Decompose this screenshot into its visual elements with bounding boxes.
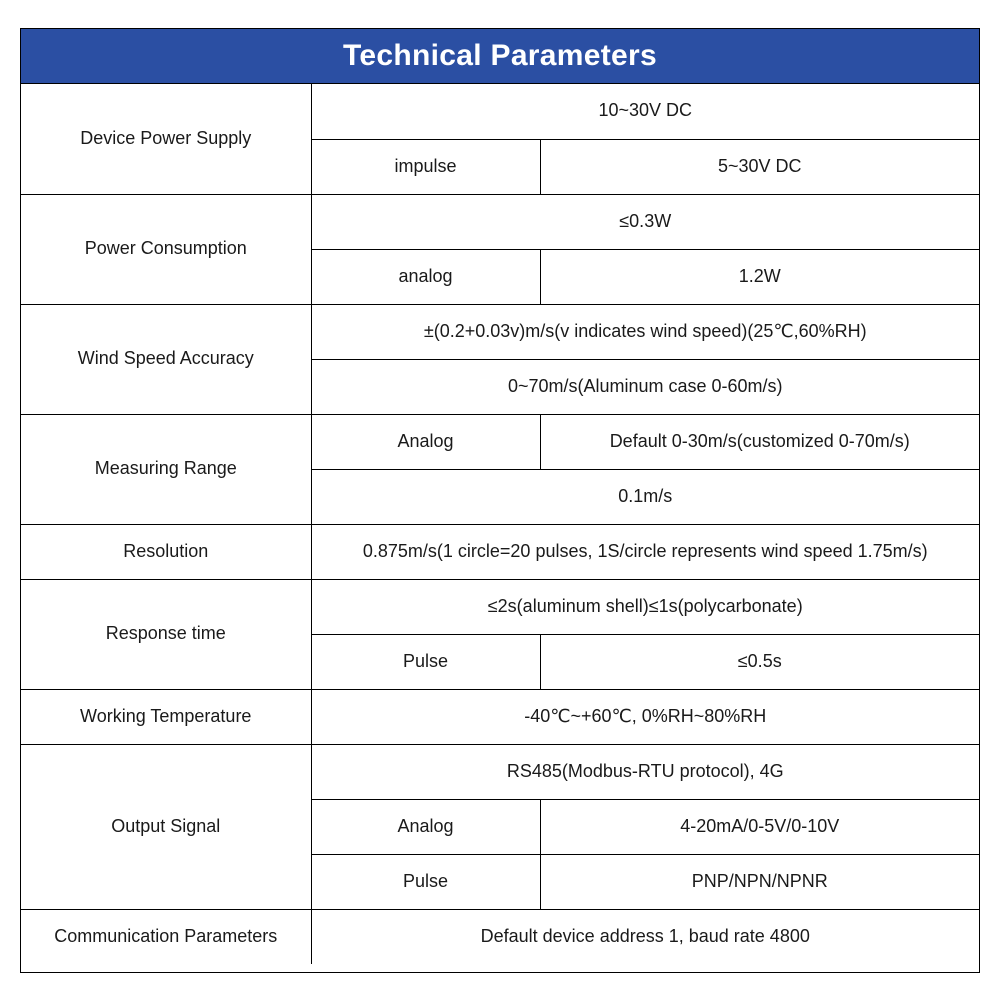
table-row xyxy=(21,84,979,139)
row-label-response-time: Response time xyxy=(21,579,311,689)
power-supply-sub-value: 5~30V DC xyxy=(540,139,979,194)
parameters-table xyxy=(21,84,979,964)
row-label-output-signal: Output Signal xyxy=(21,744,311,909)
resolution-value: 0.875m/s(1 circle=20 pulses, 1S/circle represents wind speed 1.75m/s) xyxy=(311,524,979,579)
row-label-working-temperature: Working Temperature xyxy=(21,689,311,744)
output-signal-analog-label: Analog xyxy=(311,799,540,854)
row-label-wind-speed-accuracy: Wind Speed Accuracy xyxy=(21,304,311,414)
response-time-sub-label: Pulse xyxy=(311,634,540,689)
response-time-sub-value: ≤0.5s xyxy=(540,634,979,689)
wind-speed-accuracy-value: ±(0.2+0.03v)m/s(v indicates wind speed)(25℃,60%RH) xyxy=(311,304,979,359)
table-row xyxy=(21,909,979,964)
table-row xyxy=(21,744,979,799)
row-label-power-consumption: Power Consumption xyxy=(21,194,311,304)
row-label-power-supply: Device Power Supply xyxy=(21,84,311,194)
output-signal-analog-value: 4-20mA/0-5V/0-10V xyxy=(540,799,979,854)
measuring-range-resolution-value: 0.1m/s xyxy=(311,469,979,524)
table-row xyxy=(21,194,979,249)
table-row xyxy=(21,304,979,359)
wind-speed-range-value: 0~70m/s(Aluminum case 0-60m/s) xyxy=(311,359,979,414)
technical-parameters-sheet xyxy=(20,28,980,973)
output-signal-pulse-label: Pulse xyxy=(311,854,540,909)
power-consumption-value: ≤0.3W xyxy=(311,194,979,249)
power-consumption-sub-value: 1.2W xyxy=(540,249,979,304)
power-supply-value: 10~30V DC xyxy=(311,84,979,139)
table-title: Technical Parameters xyxy=(21,29,979,84)
table-row xyxy=(21,524,979,579)
working-temperature-value: -40℃~+60℃, 0%RH~80%RH xyxy=(311,689,979,744)
response-time-value: ≤2s(aluminum shell)≤1s(polycarbonate) xyxy=(311,579,979,634)
output-signal-pulse-value: PNP/NPN/NPNR xyxy=(540,854,979,909)
table-row xyxy=(21,579,979,634)
table-row xyxy=(21,689,979,744)
output-signal-value: RS485(Modbus-RTU protocol), 4G xyxy=(311,744,979,799)
communication-value: Default device address 1, baud rate 4800 xyxy=(311,909,979,964)
row-label-measuring-range: Measuring Range xyxy=(21,414,311,524)
power-supply-sub-label: impulse xyxy=(311,139,540,194)
power-consumption-sub-label: analog xyxy=(311,249,540,304)
table-row xyxy=(21,414,979,469)
measuring-range-sub-value: Default 0-30m/s(customized 0-70m/s) xyxy=(540,414,979,469)
measuring-range-sub-label: Analog xyxy=(311,414,540,469)
row-label-resolution: Resolution xyxy=(21,524,311,579)
row-label-communication: Communication Parameters xyxy=(21,909,311,964)
